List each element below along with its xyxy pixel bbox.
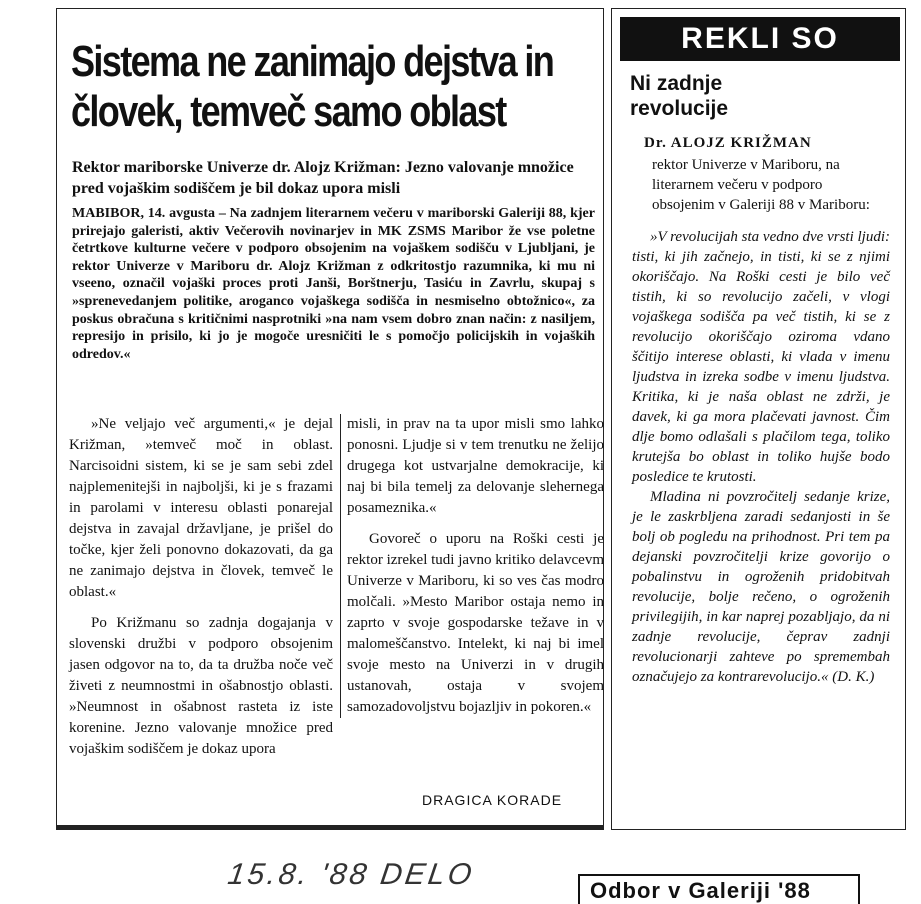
sidebar-banner: REKLI SO bbox=[620, 17, 900, 61]
sidebar-title bbox=[630, 71, 728, 121]
article-column-1 bbox=[69, 414, 333, 760]
next-clipping-headline: Odbor v Galeriji '88 bbox=[578, 874, 860, 904]
sidebar-intro: rektor Univerze v Mariboru, na literarnem večeru v podporo obsojenim v Galeriji 88 v Mariboru: bbox=[652, 157, 870, 213]
paragraph: misli, in prav na ta upor misli smo lahko ponosni. Ljudje si v tem trenutku ne želijo drugega kot ustvarjalne demokracije, ki naj bi bila temelj za delovanje slehernega posameznika.« bbox=[347, 416, 604, 516]
article-column-2 bbox=[340, 414, 604, 718]
article-lead: MABIBOR, 14. avgusta – Na zadnjem literarnem večeru v mariborski Galeriji 88, kjer prirejajo galeristi, aktiv Večerovih novinarjev in MK ZSMS Maribor že vse poletne četrtkove kulturne večere v podporo obsojenim na vojaškem sodišču v Ljubljani, je rektor Univerze v Mariboru dr. Alojz Križman z odkritostjo razumnika, ki mu ni vseeno, označil vojaški proces proti Janši, Borštnerju, Tasiću in Zavrlu, skupaj s »sprenevedanjem politike, aroganco vojaškega sodišča in nesmiselno obtožnico«, za poskus obračuna s kritičnimi nasprotniki »na nam vsem dobro znan način: z nasiljem, represijo in prisilo, ki jo je mogoče uresničiti le s pomočjo policijskih in vojaških odredov.« bbox=[72, 206, 595, 362]
sidebar-title-line2: revolucije bbox=[630, 97, 729, 120]
sidebar-box bbox=[611, 8, 906, 830]
paragraph: Po Križmanu so zadnja dogajanja v slovenski družbi v podporo obsojenim jasen odgovor na to, da ta družba noče več živeti z neumnostmi in ošabnostjo oblasti. »Neumnost in ošabnost rasteta iz iste korenine. Jezno valovanje množice pred vojaškim sodiščem je dokaz upora bbox=[69, 615, 333, 757]
paragraph: »Ne veljajo več argumenti,« je dejal Križman, »temveč moč in oblast. Narcisoidni sistem, ki se je sam sebi zdel najplemenitejši in najboljši, ki je s frazami in parolami v interesu oblasti ponarejal dejstva in zavajal državljane, je prišel do točke, kjer želi ponovno dokazovati, da ga ne zanimajo dejstva in človek, temveč le oblast.« bbox=[69, 416, 333, 600]
article-byline: DRAGICA KORADE bbox=[422, 792, 563, 808]
sidebar-title-line1: Ni zadnje bbox=[630, 72, 723, 95]
article-headline: Sistema ne zanimajo dejstva in človek, temveč samo oblast bbox=[71, 37, 554, 136]
newspaper-clipping bbox=[56, 8, 911, 833]
sidebar-author: Dr. ALOJZ KRIŽMAN bbox=[644, 135, 812, 151]
main-article bbox=[56, 8, 604, 830]
handwritten-date-note: 15.8. '88 DELO bbox=[225, 858, 477, 891]
sidebar-quote bbox=[632, 227, 890, 687]
article-subheadline: Rektor mariborske Univerze dr. Alojz Križman: Jezno valovanje množice pred vojaškim sodiščem je bil dokaz upora misli bbox=[72, 159, 574, 197]
paragraph: Govoreč o uporu na Roški cesti je rektor izrekel tudi javno kritiko delavcevm Univerze v Mariboru, ki so ves čas modro molčali. »Mesto Maribor ostaja nemo in zaprto v svoje gospodarske težave in v malomeščanstvo. Intelekt, ki naj bi imel svoje mesto na Univerzi in v drugih ustanovah, ostaja v svojem samozadovoljstvu bojazljiv in pokoren.« bbox=[347, 531, 604, 715]
quote-paragraph: »V revolucijah sta vedno dve vrsti ljudi: tisti, ki jih začnejo, in tisti, ki se z njimi okoriščajo. Na Roški cesti je bilo več tistih, ki so revolucijo začeli, v vlogi vojaškega sodišča pa več tistih, ki se z revolucijo okoriščajo oziroma vdano ščitijo interese oblasti, ki vlada v imenu ljudstva in izreka sodbe v imenu ljudstva. Kritika, ki je naša oblast ne zdrži, je davek, ki ga mora plačevati javnost. Čim dlje bomo odlašali s plačilom tega, toliko krutejša bo oblast in toliko hujše bodo posledice te krutosti. bbox=[632, 229, 890, 485]
quote-paragraph: Mladina ni povzročitelj sedanje krize, je le zaskrbljena zaradi sedanjosti in še bolj ob pogledu na prihodnost. Pri tem pa dejanski povzročitelji krize govorijo o pobalinstvu in ogroženih pridobitvah revolucije, bolje rečeno, o ogroženih privilegijih, in kar naprej pozabljajo, da ni zadnje revolucije, čeprav zadnji revolucionarji zahteve po spremembah označujejo za kontrarevolucijo.« (D. K.) bbox=[632, 489, 890, 685]
